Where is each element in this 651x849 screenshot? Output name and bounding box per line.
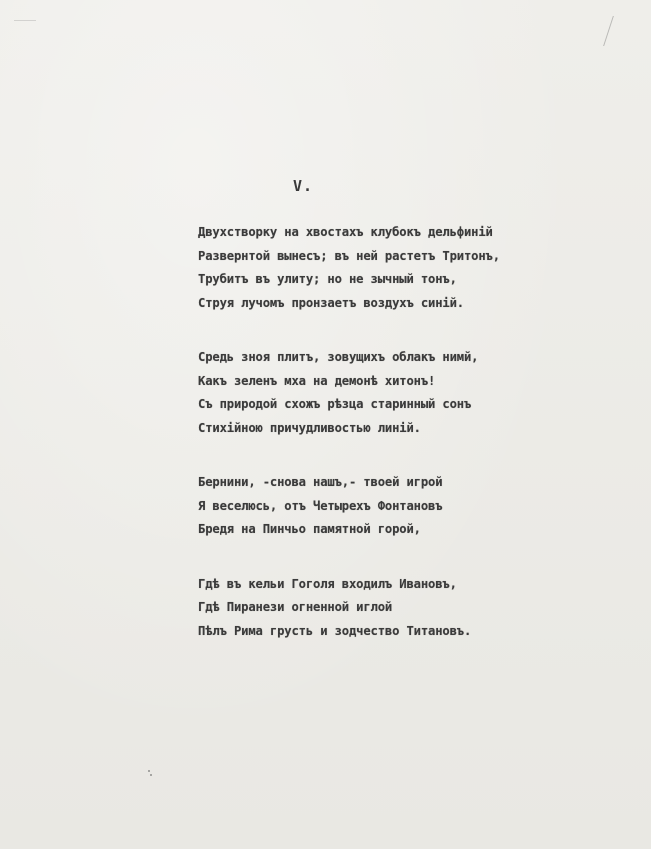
poem-line: Пѣлъ Рима грусть и зодчество Титановъ. xyxy=(198,623,472,638)
poem-line: Съ природой схожъ рѣзца старинный сонъ xyxy=(198,397,472,411)
poem-line: Гдѣ въ кельи Гоголя входилъ Ивановъ, xyxy=(198,576,457,591)
poem-line: Двухстворку на хвостахъ клубокъ дельфиній xyxy=(198,225,493,239)
poem-line: Струя лучомъ пронзаетъ воздухъ синій. xyxy=(198,295,464,310)
paper-speck xyxy=(148,770,150,772)
poem-body xyxy=(198,221,558,674)
paper-speck xyxy=(150,774,152,776)
poem-line: Трубитъ въ улиту; но не зычный тонъ, xyxy=(198,272,457,286)
poem-line: Бернини, -снова нашъ,- твоей игрой xyxy=(198,475,443,489)
stanza-1 xyxy=(198,221,558,315)
poem-line: Гдѣ Пиранези огненной иглой xyxy=(198,600,393,614)
pencil-mark xyxy=(603,16,628,46)
stanza-2 xyxy=(198,346,558,440)
poem-line: Средь зноя плитъ, зовущихъ облакъ нимй, xyxy=(198,350,479,364)
poem-line: Какъ зеленъ мха на демонѣ хитонъ! xyxy=(198,373,436,388)
stanza-4 xyxy=(198,573,558,644)
stanza-3 xyxy=(198,471,558,542)
poem-line: Стихійною причудливостью линій. xyxy=(198,420,421,435)
faint-margin-mark xyxy=(14,12,36,21)
poem-line: Я веселюсь, отъ Четырехъ Фонтановъ xyxy=(198,498,443,513)
poem-line: Развернтой вынесъ; въ ней растетъ Тритонъ, xyxy=(198,248,500,263)
poem-heading: V. xyxy=(293,177,314,195)
poem-line: Бредя на Пинчьо памятной горой, xyxy=(198,522,421,536)
